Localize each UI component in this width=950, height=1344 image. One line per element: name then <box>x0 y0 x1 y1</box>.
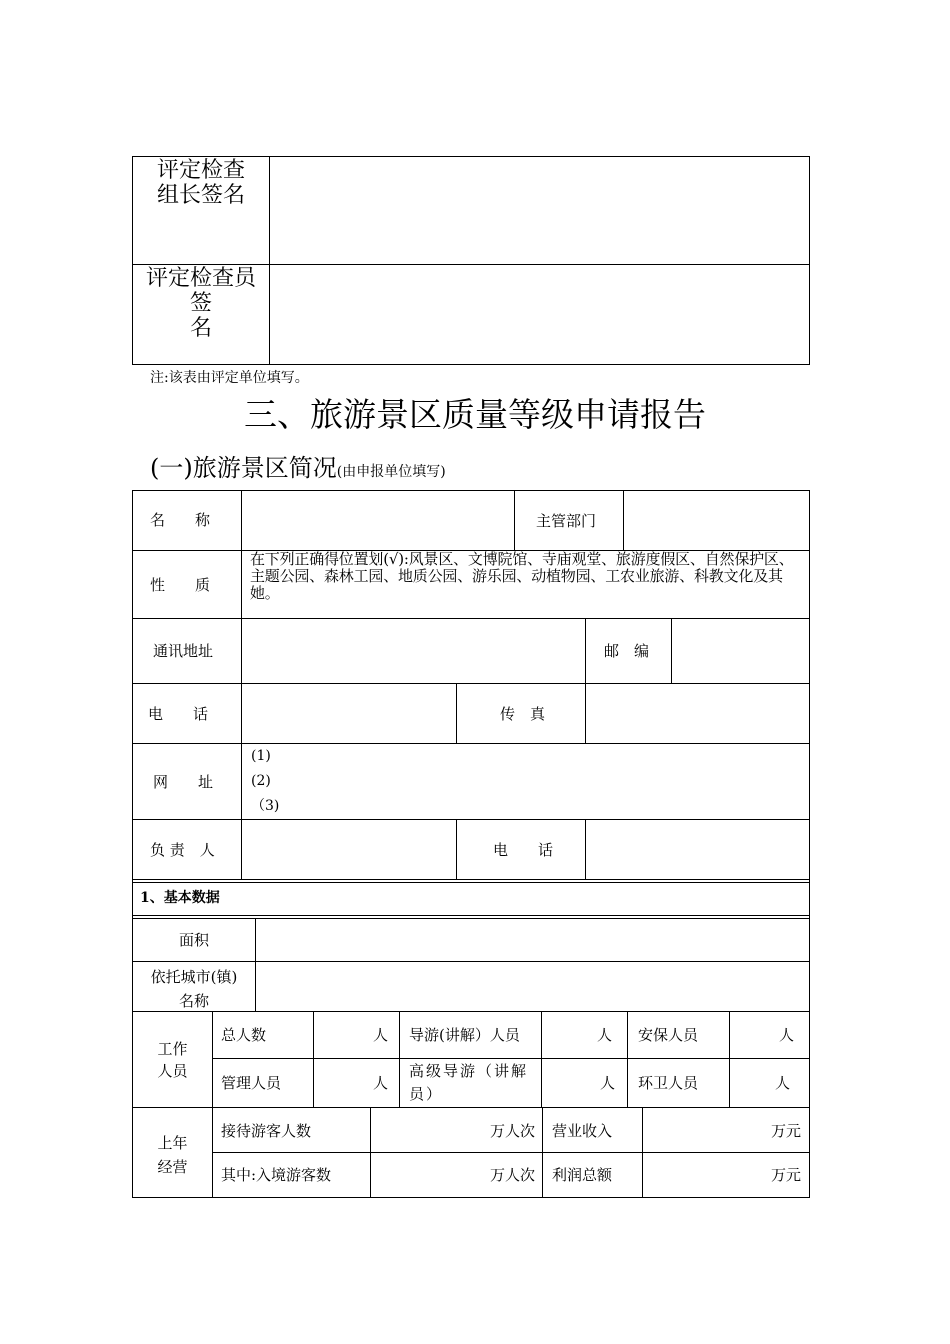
section-title: 三、旅游景区质量等级申请报告 <box>244 395 706 434</box>
sanitation-staff-label: 环卫人员 <box>638 1074 699 1092</box>
total-staff-unit[interactable]: 人 <box>372 1026 388 1044</box>
mgmt-staff-label: 管理人员 <box>221 1074 282 1092</box>
basic-data-header: 1、基本数据 <box>140 890 220 906</box>
subsection-hint: (由申报单位填写) <box>336 464 446 480</box>
website-line-3[interactable]: （3) <box>251 798 280 814</box>
leader-signature-label: 评定检查 组长签名 <box>156 158 245 208</box>
visitors-label: 接待游客人数 <box>221 1122 312 1140</box>
guide-staff-label: 导游(讲解）人员 <box>409 1026 520 1044</box>
table-note: 注:该表由评定单位填写。 <box>150 370 309 386</box>
operations-label: 上年 经营 <box>157 1134 188 1176</box>
sanitation-staff-unit[interactable]: 人 <box>774 1074 790 1092</box>
profit-label: 利润总额 <box>552 1166 613 1184</box>
security-staff-label: 安保人员 <box>638 1026 699 1044</box>
website-label: 网 址 <box>153 773 214 791</box>
city-field[interactable] <box>256 962 809 1011</box>
inbound-unit[interactable]: 万人次 <box>489 1166 535 1184</box>
city-label: 依托城市(镇) 名称 <box>150 968 238 1010</box>
inspector-signature-label: 评定检查员 签 名 <box>145 266 256 341</box>
area-field[interactable] <box>256 919 809 961</box>
responsible-label: 负 责 人 <box>150 841 215 859</box>
security-staff-unit[interactable]: 人 <box>778 1026 794 1044</box>
postcode-label: 邮 编 <box>604 642 650 660</box>
revenue-unit[interactable]: 万元 <box>770 1122 801 1140</box>
subsection-heading <box>150 452 446 484</box>
profit-unit[interactable]: 万元 <box>770 1166 801 1184</box>
subsection-title: (一)旅游景区简况 <box>150 454 337 482</box>
mgmt-staff-unit[interactable]: 人 <box>372 1074 388 1092</box>
phone2-field[interactable] <box>586 820 809 879</box>
inspector-signature-field[interactable] <box>270 265 809 364</box>
website-line-2[interactable]: (2) <box>251 773 271 789</box>
dept-label: 主管部门 <box>536 512 597 530</box>
revenue-label: 营业收入 <box>552 1122 613 1140</box>
phone2-label: 电 话 <box>493 841 554 859</box>
staff-label: 工作 人员 <box>157 1040 188 1080</box>
fax-label: 传 真 <box>500 705 546 723</box>
dept-field[interactable] <box>624 491 809 550</box>
address-label: 通讯地址 <box>153 642 214 660</box>
senior-guide-unit[interactable]: 人 <box>599 1074 615 1092</box>
inbound-label: 其中:入境游客数 <box>221 1166 332 1184</box>
website-line-1[interactable]: (1) <box>251 748 271 764</box>
area-label: 面积 <box>178 931 209 949</box>
total-staff-label: 总人数 <box>221 1026 267 1044</box>
leader-signature-field[interactable] <box>270 157 809 264</box>
nature-options[interactable]: 在下列正确得位置划(√):风景区、文博院馆、寺庙观堂、旅游度假区、自然保护区、主题公园、森林工园、地质公园、游乐园、动植物园、工农业旅游、科教文化及其她。 <box>250 550 794 602</box>
phone-field[interactable] <box>242 684 456 743</box>
name-label: 名 称 <box>150 511 211 529</box>
postcode-field[interactable] <box>672 619 809 683</box>
guide-staff-unit[interactable]: 人 <box>596 1026 612 1044</box>
nature-label: 性 质 <box>150 576 211 594</box>
fax-field[interactable] <box>586 684 809 743</box>
phone-label: 电 话 <box>148 705 209 723</box>
address-field[interactable] <box>242 619 585 683</box>
name-field[interactable] <box>242 491 514 550</box>
visitors-unit[interactable]: 万人次 <box>489 1122 535 1140</box>
responsible-field[interactable] <box>242 820 456 879</box>
senior-guide-label: 高级导游（讲解员） <box>409 1062 529 1103</box>
